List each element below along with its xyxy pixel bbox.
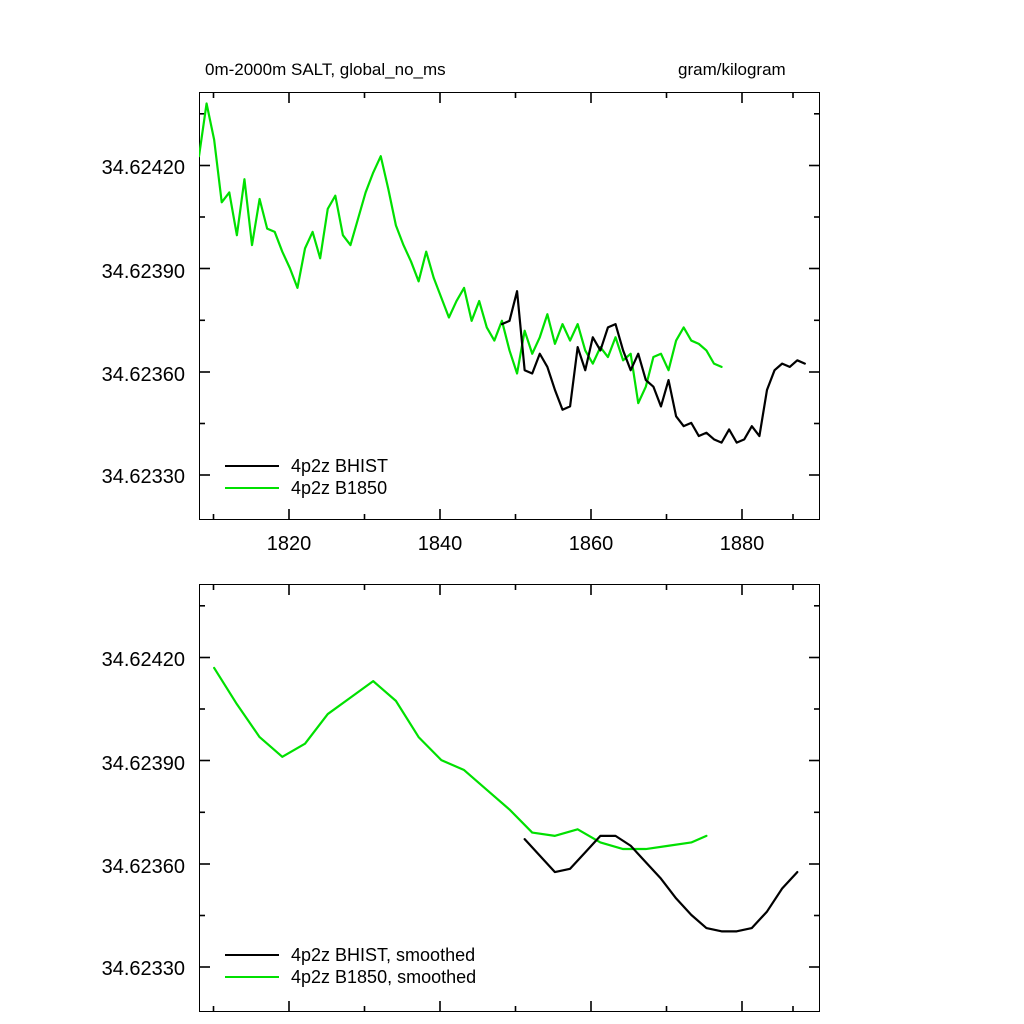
top-panel-ytick-4: 34.62420 xyxy=(101,157,185,179)
top-panel-title: 0m-2000m SALT, global_no_ms xyxy=(205,60,446,79)
bottom-panel-ytick-2: 34.62360 xyxy=(101,856,185,878)
series-line-b1850-smoothed xyxy=(214,668,706,849)
top-panel-ytick-1: 34.62330 xyxy=(101,466,185,488)
legend-swatch-bhist-smoothed xyxy=(225,954,279,956)
top-panel-xtick-1880: 1880 xyxy=(719,533,765,555)
legend-item-bhist xyxy=(225,455,388,477)
series-line-bhist-smoothed xyxy=(525,836,798,931)
legend-item-bhist-smoothed xyxy=(225,944,476,966)
top-panel-legend xyxy=(225,455,388,499)
series-line-b1850 xyxy=(199,104,722,404)
bottom-panel-ytick-1: 34.62330 xyxy=(101,958,185,980)
legend-swatch-b1850 xyxy=(225,487,279,489)
legend-label-b1850-smoothed: 4p2z B1850, smoothed xyxy=(291,966,477,987)
top-panel-units: gram/kilogram xyxy=(678,60,786,79)
bottom-panel-legend xyxy=(225,944,476,988)
top-panel-xtick-1860: 1860 xyxy=(568,533,614,555)
legend-label-b1850: 4p2z B1850 xyxy=(291,477,388,498)
legend-label-bhist: 4p2z BHIST xyxy=(291,455,389,476)
legend-label-bhist-smoothed: 4p2z BHIST, smoothed xyxy=(291,944,476,965)
top-panel-ytick-2: 34.62360 xyxy=(101,364,185,386)
legend-swatch-b1850-smoothed xyxy=(225,976,279,978)
legend-item-b1850-smoothed xyxy=(225,966,476,988)
top-panel-xtick-1820: 1820 xyxy=(266,533,312,555)
legend-item-b1850 xyxy=(225,477,388,499)
bottom-panel-ytick-4: 34.62420 xyxy=(101,649,185,671)
top-panel-ytick-3: 34.62390 xyxy=(101,261,185,283)
bottom-panel-ytick-3: 34.62390 xyxy=(101,753,185,775)
top-panel-xtick-1840: 1840 xyxy=(417,533,463,555)
legend-swatch-bhist xyxy=(225,465,279,467)
